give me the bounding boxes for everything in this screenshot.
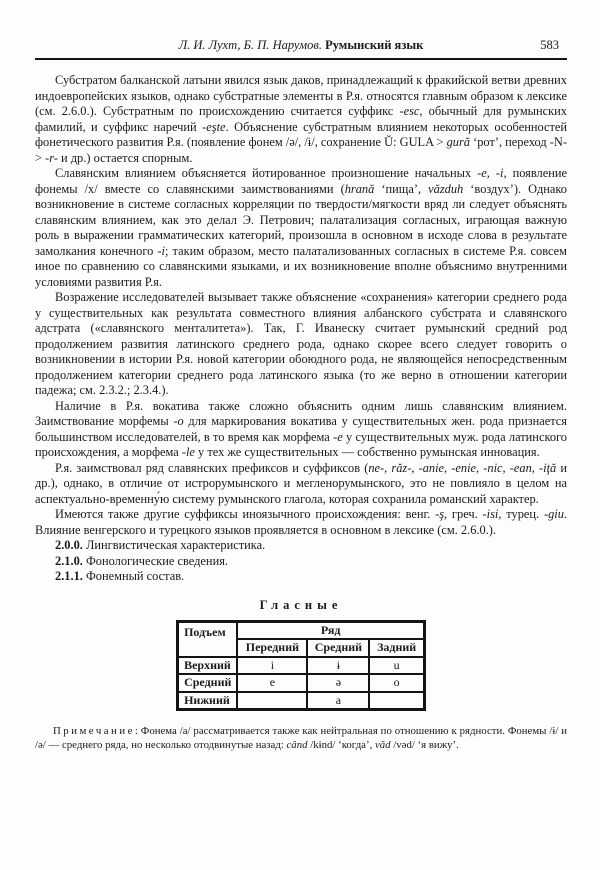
text-segment: -esc	[399, 104, 420, 118]
paragraph-substrate	[35, 73, 567, 166]
text-segment: , турец.	[498, 507, 544, 521]
running-head-authors: Л. И. Лухт, Б. П. Нарумов.	[178, 38, 326, 52]
vowel-cell: ə	[307, 674, 369, 692]
vowel-table-body	[178, 657, 425, 710]
vowel-cell: u	[369, 657, 424, 675]
paragraph-neuter-gender	[35, 290, 567, 399]
text-segment: -o	[173, 414, 184, 428]
text-segment: Возражение исследователей вызывает также объяснение «сохранения» категории среднего рода у существительных как результата совместного влияния албанского субстрата и славянского адстрата («славянского менталитета»). Так, Г. Иванеску считает румынский средний род продолжением развития латинского среднего рода, однако скорее всего следует говорить о возникновении в истории Р.я. новой категории обоюдного рода, не являющейся непосредственным продолжением категории среднего рода латинского языка (то же верно в отношении категории падежа; см. 2.3.2.; 2.3.4.).	[35, 290, 567, 397]
vowel-cell: ɨ	[307, 657, 369, 675]
text-segment: gură	[446, 135, 470, 149]
running-head-book-title: Румынский язык	[325, 38, 424, 52]
text-segment: Имеются также другие суффиксы иноязычного происхождения: венг.	[55, 507, 436, 521]
text-segment: . Объяснение субстратным влиянием некоторых особенностей фонетического развития Р.я. (появление фонем /ə/, /ɨ/, сохранение Ŭ: GULA >	[35, 119, 567, 149]
text-segment: -le	[181, 445, 195, 459]
vowel-table	[176, 620, 426, 712]
footnote	[35, 725, 567, 752]
text-segment: , греч.	[444, 507, 483, 521]
text-segment: Примечание	[53, 725, 135, 737]
text-segment: Фонемный состав.	[82, 569, 185, 583]
text-segment: -e	[477, 166, 487, 180]
heading-2-1-0	[35, 554, 567, 570]
text-segment: hrană	[344, 181, 375, 196]
text-segment: у существительных муж. рода латинского происхождения, а морфема	[35, 429, 567, 459]
vowel-cell: e	[237, 674, 307, 692]
column-header-podyem: Подъем	[178, 621, 238, 657]
text-segment: -i	[495, 166, 504, 180]
text-segment: Фонологические сведения.	[82, 553, 228, 568]
row-label: Верхний	[178, 657, 238, 675]
running-head	[35, 38, 567, 54]
vowel-cell	[237, 692, 307, 710]
text-segment: Р.я. заимствовал ряд славянских префиксов и суффиксов (	[55, 460, 369, 475]
paragraph-vocative	[35, 399, 567, 461]
text-segment: 2.0.0.	[55, 538, 83, 552]
text-segment: -isi	[482, 507, 499, 521]
table-row	[178, 657, 425, 675]
vowel-cell: o	[369, 674, 424, 692]
paragraph-other-suffixes	[35, 507, 567, 538]
column-header-ryad: Ряд	[237, 621, 424, 639]
header-rule	[35, 58, 567, 60]
page-number: 583	[540, 38, 559, 52]
row-subheader-cell: Передний	[237, 639, 307, 657]
text-segment: Славянским влиянием объясняется йотированное произношение начальных	[55, 166, 478, 180]
text-segment: , появление фонемы /x/ вместе со славянскими заимствованиями (	[35, 166, 567, 196]
text-segment: -e	[333, 429, 343, 444]
text-segment: -ş	[435, 507, 445, 521]
text-segment: ‘воздух’). Однако возникновение в системе согласных корреляции по твердости/мягкости вряд ли следует объяснять славянским влиянием, как это делал Э. Петрович; палатализация согласных, играющая важную роль в выражении грамматических категорий, произошла в основном в исходе слова в результате замолкания конечного	[35, 181, 567, 258]
text-segment: -r-	[45, 150, 58, 165]
text-segment: , обычный для румынских фамилий, и суффикс наречий	[35, 104, 567, 134]
row-label: Средний	[178, 674, 238, 692]
text-segment: и др.) остается спорным.	[57, 150, 193, 165]
text-segment: ; таким образом, место палатализованных согласных в системе Р.я. совсем иное по сравнению со славянскими языками, и их возникновение вполне объяснимо внутренними условиями развития Р.я.	[35, 243, 567, 289]
text-segment: văd	[374, 738, 391, 751]
vowel-cell	[369, 692, 424, 710]
heading-2-0-0	[35, 538, 567, 554]
text-segment: и др.), однако, в отличие от истрорумынского и мегленорумынского, это не повлияло в целом на аспектуально-временну́ю систему румынского глагола, которая сохранила романский характер.	[35, 460, 567, 506]
table-row	[178, 674, 425, 692]
table-row	[178, 692, 425, 710]
vowel-table-title: Гласные	[259, 597, 343, 612]
text-segment: -i	[157, 243, 165, 258]
text-segment: văzduh	[428, 181, 464, 196]
text-segment: для маркирования вокатива у существительных жен. рода признается большинством исследователей, в то время как морфема	[35, 414, 567, 444]
text-segment: ne-, răz-, -anie, -enie, -nic, -ean, -iţă	[368, 460, 557, 475]
vowel-cell: a	[307, 692, 369, 710]
text-segment: Лингвистическая характеристика.	[82, 538, 266, 552]
text-segment: . Влияние венгерского и турецкого языков проявляется в основном в лексике (см. 2.6.0.).	[35, 507, 568, 537]
vowel-cell: i	[237, 657, 307, 675]
text-segment: când	[286, 738, 308, 751]
text-segment: у тех же существительных — собственно румынская инновация.	[194, 445, 540, 459]
text-segment: Субстратом балканской латыни явился язык даков, принадлежащий к фракийской ветви древних индоевропейских языков, однако субстратные элементы в Р.я. относятся главным образом к лексике (см. 2.6.0.). Субстратным по происхождению считается суффикс	[35, 73, 567, 118]
page-content	[35, 38, 567, 752]
text-segment: 2.1.0.	[55, 553, 83, 568]
text-segment: ,	[486, 166, 496, 180]
text-segment: 2.1.1.	[55, 569, 83, 583]
paragraph-prefixes-suffixes	[35, 461, 567, 508]
text-segment: -giu	[543, 507, 564, 521]
text-segment: : Фонема /a/ рассматривается также как нейтральная по отношению к рядности. Фонемы /ɨ/ и /ə/ — среднего ряда, но несколько отодвинутые назад:	[35, 725, 567, 751]
text-segment: /kɨnd/ ‘когда’,	[307, 738, 375, 751]
heading-2-1-1	[35, 569, 567, 585]
text-segment: /vəd/ ‘я вижу’.	[390, 738, 459, 751]
row-label: Нижний	[178, 692, 238, 710]
row-subheader-cell: Средний	[307, 639, 369, 657]
text-segment: ‘рот’, переход -N- >	[35, 135, 568, 165]
text-segment: -eşte	[202, 119, 226, 134]
vowel-table-head	[178, 621, 425, 657]
paragraph-slavic-influence	[35, 166, 567, 290]
group-header-row	[178, 621, 425, 639]
text-segment: ‘пища’,	[374, 181, 429, 196]
row-subheader-cell: Задний	[369, 639, 424, 657]
text-segment: Наличие в Р.я. вокатива также сложно объяснить одним лишь славянским влиянием. Заимствование морфемы	[35, 398, 567, 428]
